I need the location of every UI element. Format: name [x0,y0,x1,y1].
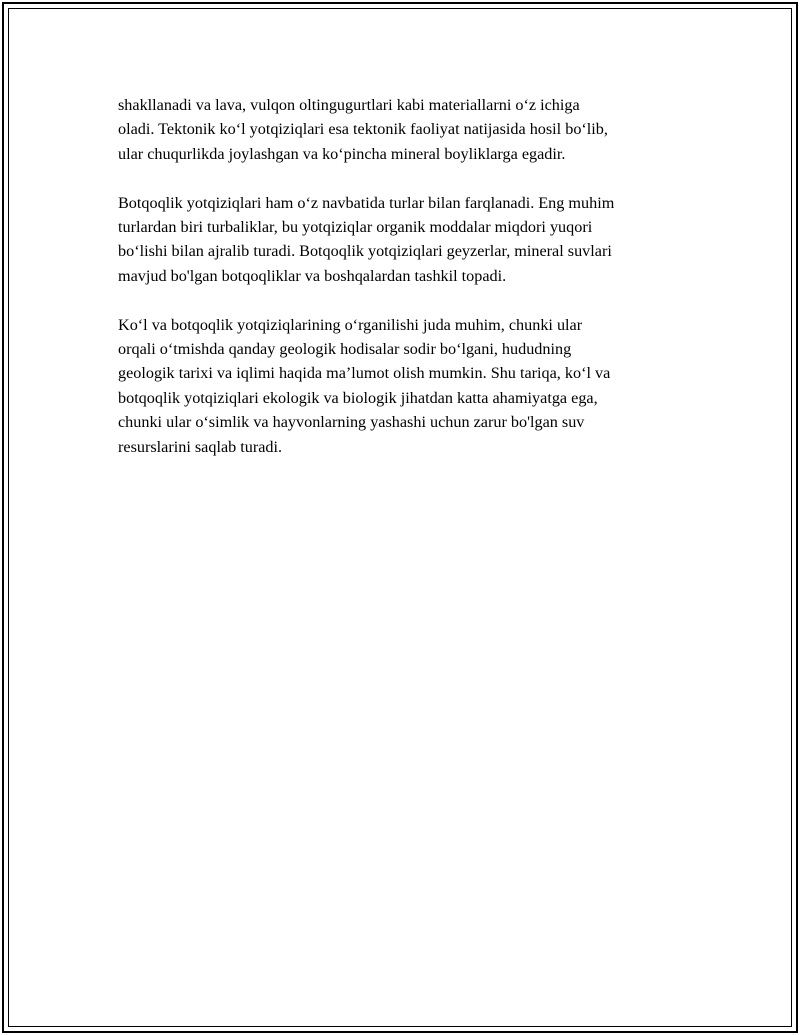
paragraph-2: Botqoqlik yotqiziqlari ham o‘z navbatida turlar bilan farqlanadi. Eng muhim turlardan biri turbaliklar, bu yotqiziqlar organik moddalar miqdori yuqori bo‘lishi bilan ajralib turadi. Botqoqlik yotqiziqlari geyzerlar, mineral suvlari mavjud bo'lgan botqoqliklar va boshqalardan tashkil topadi. [118,193,615,285]
paragraph-1: shakllanadi va lava, vulqon oltingugurtlari kabi materiallarni o‘z ichiga oladi. Tektonik ko‘l yotqiziqlari esa tektonik faoliyat natijasida hosil bo‘lib, ular chuqurlikda joylashgan va ko‘pincha mineral boyliklarga egadir. [118,96,608,163]
paragraph-3: Ko‘l va botqoqlik yotqiziqlarining o‘rganilishi juda muhim, chunki ular orqali o‘tmishda qanday geologik hodisalar sodir bo‘lgani, hududning geologik tarixi va iqlimi haqida ma’lumot olish mumkin. Shu tariqa, ko‘l va botqoqlik yotqiziqlari ekologik va biologik jihatdan katta ahamiyatga ega, chunki ular o‘simlik va hayvonlarning yashashi uchun zarur bo'lgan suv resurslarini saqlab turadi. [118,315,611,456]
document-body [118,93,688,483]
